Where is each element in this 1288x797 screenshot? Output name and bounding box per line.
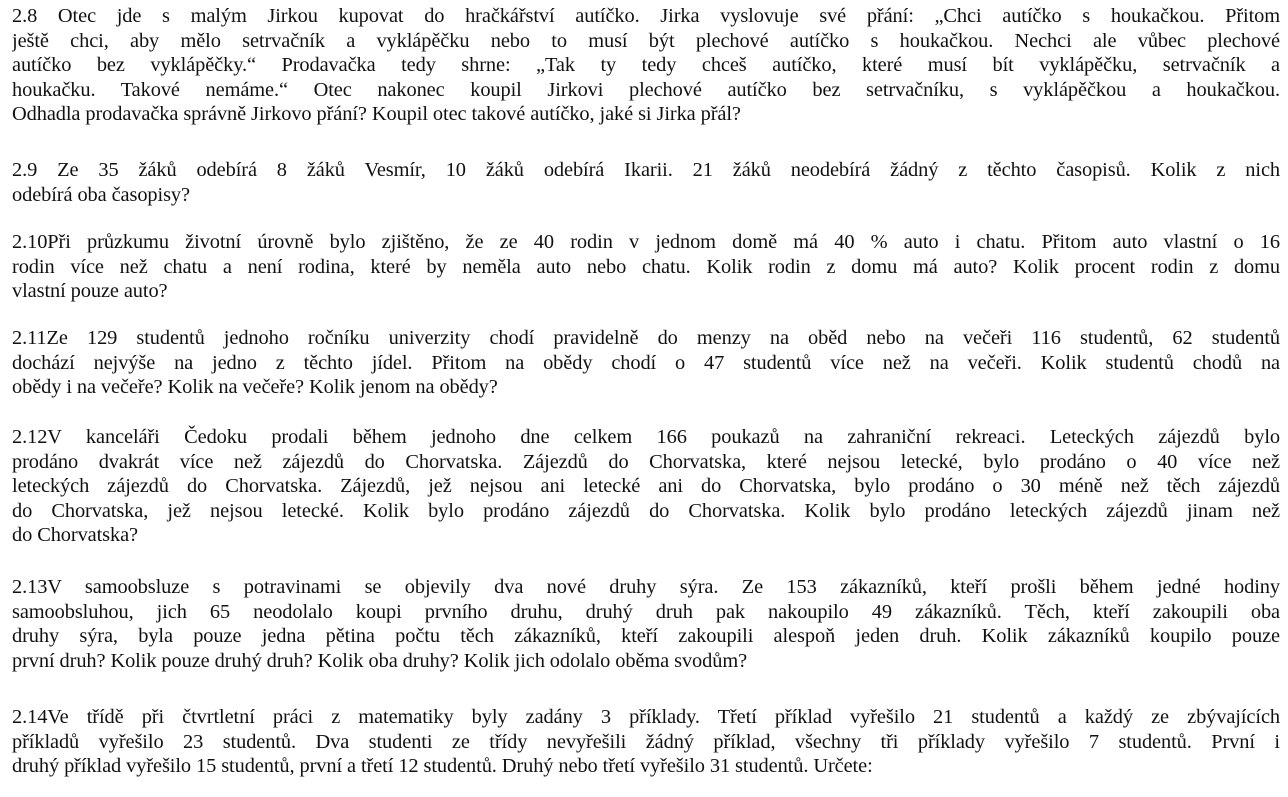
problem-line: prodáno dvakrát více než zájezdů do Chorvatska. Zájezdů do Chorvatska, které nejsou letecké, bylo prodáno o 40 více než (12, 450, 1280, 473)
problem-line: dochází nejvýše na jedno z těchto jídel. Přitom na obědy chodí o 47 studentů více než na večeři. Kolik studentů chodů na (12, 351, 1280, 374)
problem-line: druhy sýra, byla pouze jedna pětina počtu těch zákazníků, kteří zakoupili alespoň jeden druh. Kolik zákazníků koupilo pouze (12, 625, 1280, 648)
problem-number: 2.14 (12, 706, 48, 728)
problem-text: Ze 35 žáků odebírá 8 žáků Vesmír, 10 žáků odebírá Ikarii. 21 žáků neodebírá žádný z těchto časopisů. Kolik z nich (57, 159, 1280, 181)
problem-line: vlastní pouze auto? (12, 280, 168, 303)
problem-number: 2.12 (12, 426, 48, 448)
problem-line: Odhadla prodavačka správně Jirkovo přání? Koupil otec takové autíčko, jaké si Jirka přál? (12, 103, 741, 126)
problem-line: houkačku. Takové nemáme.“ Otec nakonec koupil Jirkovi plechové autíčko bez setrvačníku, s vyklápěčkou a houkačkou. (12, 78, 1280, 101)
problem-text: Otec jde s malým Jirkou kupovat do hračkářství autíčko. Jirka vyslovuje své přání: „Chci autíčko s houkačkou. Přitom (57, 5, 1280, 27)
problem-line: do Chorvatska? (12, 524, 139, 547)
problem-number: 2.10 (12, 231, 48, 253)
problem-line: první druh? Kolik pouze druhý druh? Kolik oba druhy? Kolik jich odolalo oběma svodům? (12, 649, 748, 672)
problem-2-11 (12, 326, 1280, 400)
problem-number: 2.11 (12, 327, 47, 349)
problem-line (12, 425, 1280, 450)
problem-2-14 (12, 705, 1280, 779)
problem-number: 2.8 (12, 5, 38, 27)
problem-line (12, 575, 1280, 600)
problem-line: rodin více než chatu a není rodina, které by neměla auto nebo chatu. Kolik rodin z domu má auto? Kolik procent rodin z domu (12, 255, 1280, 278)
problem-2-8 (12, 4, 1280, 127)
problem-text: Při průzkumu životní úrovně bylo zjištěno, že ze 40 rodin v jednom domě má 40 % auto i chatu. Přitom auto vlastní o 16 (47, 231, 1280, 253)
problem-line: ještě chci, aby mělo setrvačník a vyklápěčku nebo to musí být plechové autíčko s houkačkou. Nechci ale vůbec plechové (12, 29, 1280, 52)
problem-line (12, 4, 1280, 29)
problem-number: 2.13 (12, 576, 48, 598)
problem-2-13 (12, 575, 1280, 673)
problem-number: 2.9 (12, 159, 38, 181)
problem-2-10 (12, 230, 1280, 304)
problem-line (12, 326, 1280, 351)
problem-line: druhý příklad vyřešilo 15 studentů, první a třetí 12 studentů. Druhý nebo třetí vyřešilo 31 studentů. Určete: (12, 755, 873, 778)
problem-text: V samoobsluze s potravinami se objevily dva nové druhy sýra. Ze 153 zákazníků, kteří prošli během jedné hodiny (47, 576, 1280, 598)
problem-line (12, 230, 1280, 255)
problem-line: obědy i na večeře? Kolik na večeře? Kolik jenom na obědy? (12, 376, 498, 399)
problem-line: do Chorvatska, jež nejsou letecké. Kolik bylo prodáno zájezdů do Chorvatska. Kolik bylo prodáno leteckých zájezdů jinam než (12, 499, 1280, 522)
problem-line (12, 158, 1280, 183)
problem-2-12 (12, 425, 1280, 548)
problem-line: příkladů vyřešilo 23 studentů. Dva studenti ze třídy nevyřešili žádný příklad, všechny tři příklady vyřešilo 7 studentů. První i (12, 730, 1280, 753)
problem-line: odebírá oba časopisy? (12, 183, 190, 206)
problem-text: V kanceláři Čedoku prodali během jednoho dne celkem 166 poukazů na zahraniční rekreaci. Leteckých zájezdů bylo (47, 426, 1280, 448)
problem-line (12, 705, 1280, 730)
problem-line: autíčko bez vyklápěčky.“ Prodavačka tedy shrne: „Tak ty tedy chceš autíčko, které musí bít vyklápěčku, setrvačník a (12, 54, 1280, 77)
problem-line: samoobsluhou, jich 65 neodolalo koupi prvního druhu, druhý druh pak nakoupilo 49 zákazníků. Těch, kteří zakoupili oba (12, 600, 1280, 623)
problem-text: Ze 129 studentů jednoho ročníku univerzity chodí pravidelně do menzy na oběd nebo na večeři 116 studentů, 62 studentů (46, 327, 1280, 349)
problem-line: leteckých zájezdů do Chorvatska. Zájezdů, jež nejsou ani letecké ani do Chorvatska, bylo prodáno o 30 méně než těch zájezdů (12, 475, 1280, 498)
problem-text: Ve třídě při čtvrtletní práci z matematiky byly zadány 3 příklady. Třetí příklad vyřešilo 21 studentů a každý ze zbývajících (47, 706, 1280, 728)
problem-2-9 (12, 158, 1280, 207)
